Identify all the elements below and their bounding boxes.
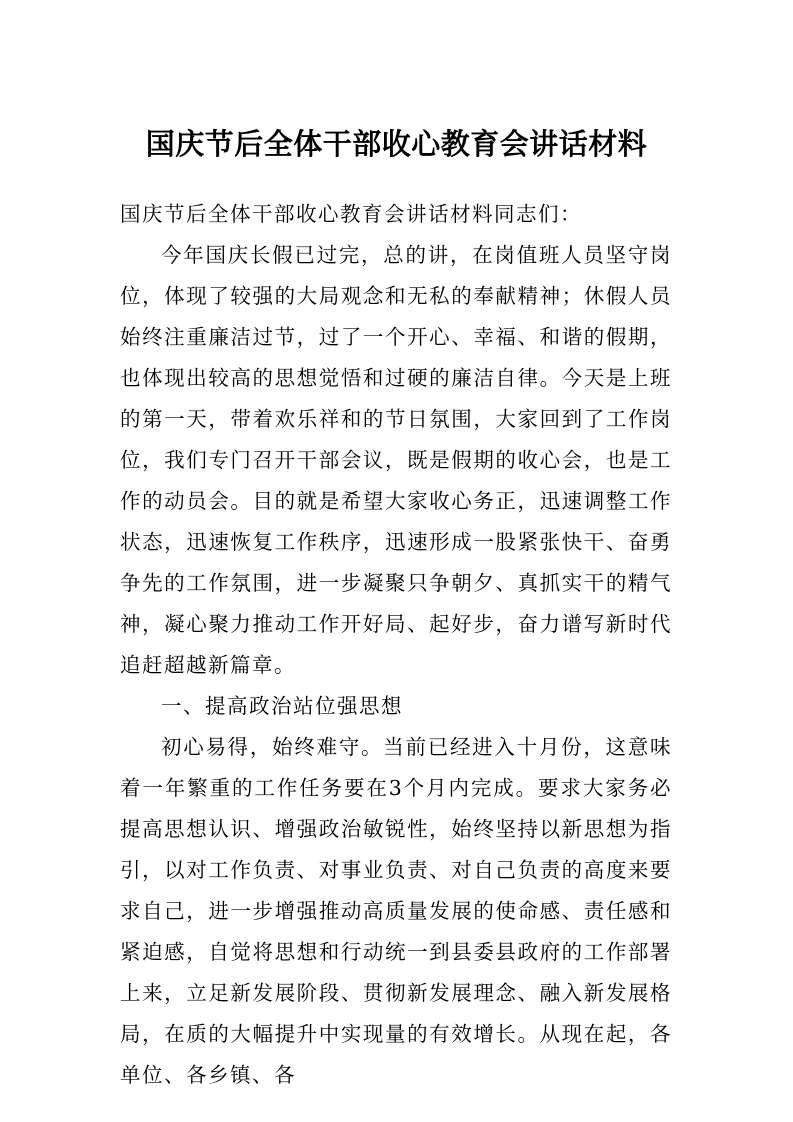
body-paragraph: 今年国庆长假已过完，总的讲，在岗值班人员坚守岗位，体现了较强的大局观念和无私的奉献精神；休假人员始终注重廉洁过节，过了一个开心、幸福、和谐的假期，也体现出较高的思想觉悟和过硬的廉洁自律。今天是上班的第一天，带着欢乐祥和的节日氛围，大家回到了工作岗位，我们专门召开干部会议，既是假期的收心会，也是工作的动员会。目的就是希望大家收心务正，迅速调整工作状态，迅速恢复工作秩序，迅速形成一股紧张快干、奋勇争先的工作氛围，进一步凝聚只争朝夕、真抓实干的精气神，凝心聚力推动工作开好局、起好步，奋力谱写新时代追赶超越新篇章。: [120, 243, 672, 677]
section-paragraph: 初心易得，始终难守。当前已经进入十月份，这意味着一年繁重的工作任务要在3个月内完成。要求大家务必提高思想认识、增强政治敏锐性，始终坚持以新思想为指引，以对工作负责、对事业负责、对自己负责的高度来要求自己，进一步增强推动高质量发展的使命感、责任感和紧迫感，自觉将思想和行动统一到县委县政府的工作部署上来，立足新发展阶段、贯彻新发展理念、融入新发展格局，在质的大幅提升中实现量的有效增长。从现在起，各单位、各乡镇、各: [120, 735, 672, 1087]
document-body: [120, 194, 672, 1096]
document-title: 国庆节后全体干部收心教育会讲话材料: [145, 127, 648, 161]
section-heading: 一、提高政治站位强思想: [161, 694, 403, 718]
salutation: 国庆节后全体干部收心教育会讲话材料同志们：: [120, 202, 582, 226]
